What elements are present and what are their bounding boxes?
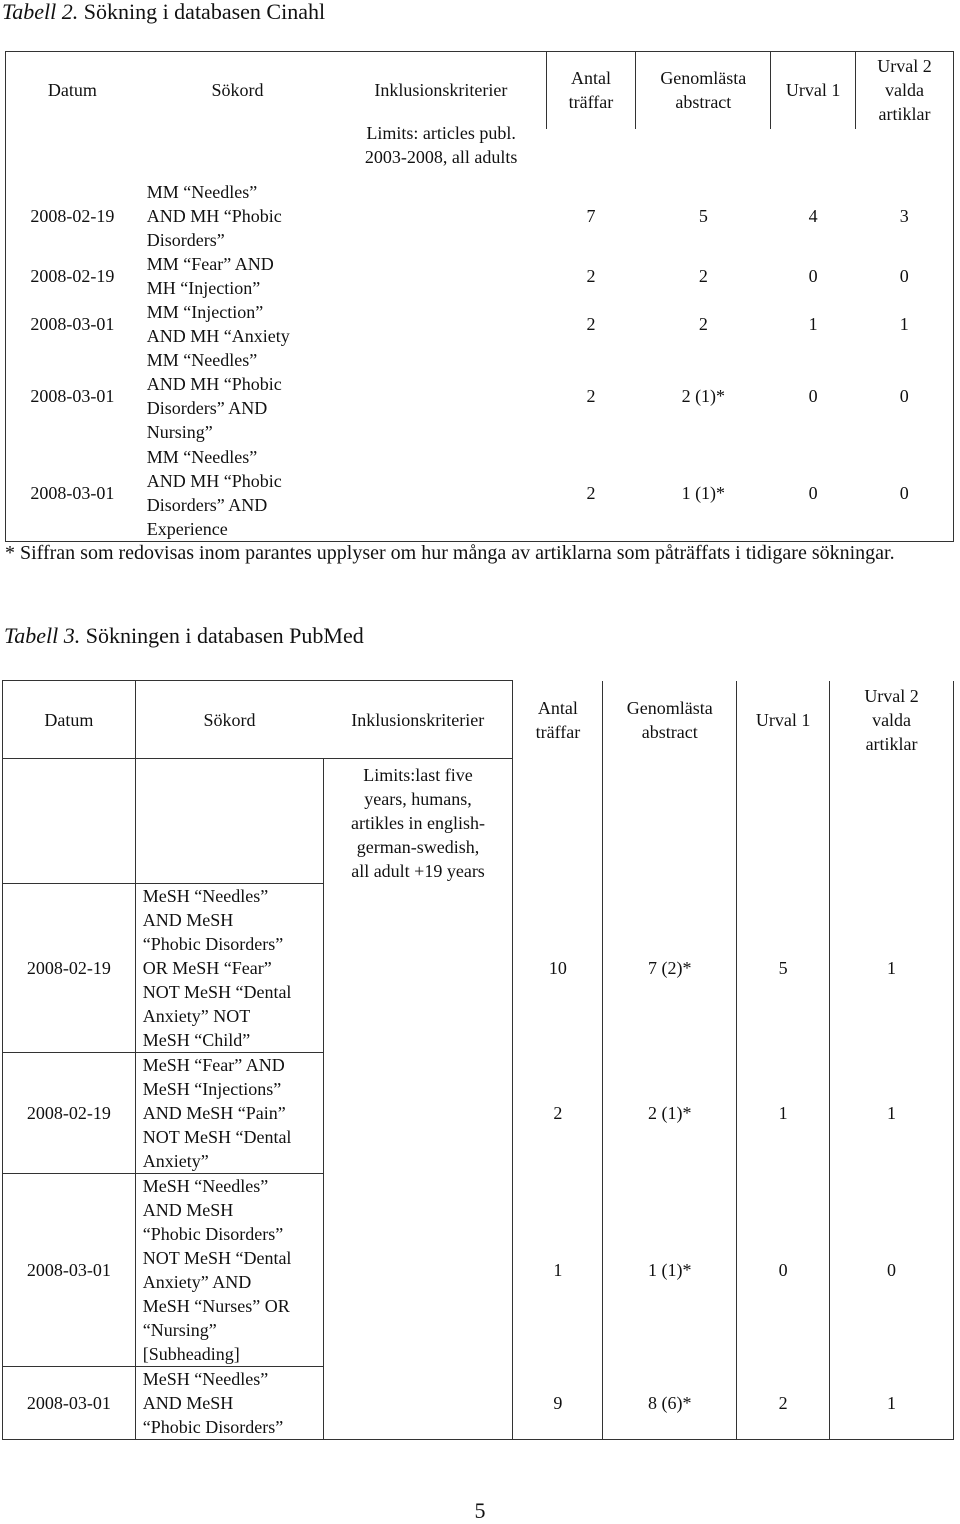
table2-row4-date: 2008-03-01 xyxy=(6,348,139,445)
table3-row3-query: MeSH “Needles” AND MeSH “Phobic Disorders” NOT MeSH “Dental Anxiety” AND MeSH “Nurses” OR “Nursing” [Subheading] xyxy=(135,1174,323,1367)
table3-caption-label: Tabell 3. xyxy=(4,623,81,648)
table3-caption xyxy=(4,622,364,650)
table2-header-urval2-l1: Urval 2 xyxy=(877,56,932,77)
table3-row3-date: 2008-03-01 xyxy=(3,1174,136,1367)
table2-caption-title: Sökning i databasen Cinahl xyxy=(83,0,326,24)
table2-caption xyxy=(2,0,325,24)
table2-header-urval1: Urval 1 xyxy=(771,52,856,129)
table3-header-datum: Datum xyxy=(3,681,136,759)
table2-row4-antal: 2 xyxy=(586,386,596,406)
table3-row4-urval2: 1 xyxy=(830,1367,954,1440)
table2-caption-label: Tabell 2. xyxy=(2,0,79,24)
table2-limits-l1: Limits: articles publ. xyxy=(366,122,516,143)
table3-row3-urval1: 0 xyxy=(737,1174,830,1367)
table2-row1-antal: 7 xyxy=(586,205,596,226)
table2-row3-date: 2008-03-01 xyxy=(6,300,139,348)
table3-header-genomlasta xyxy=(603,681,737,759)
table3-header-genomlasta-l2: abstract xyxy=(641,721,698,742)
table2-row3-urval2: 1 xyxy=(856,300,954,348)
table3-header-antal-l1: Antal xyxy=(537,697,578,718)
table3-header-antal-l2: träffar xyxy=(535,721,581,742)
table2-row1-urval1: 4 xyxy=(808,205,818,226)
table3-row2-genomlasta: 2 (1)* xyxy=(603,1053,737,1174)
table-row xyxy=(3,1053,954,1174)
table2-limits-l2: 2003-2008, all adults xyxy=(364,146,518,167)
table3-header-sokord: Sökord xyxy=(135,681,323,759)
table3-row4-urval1: 2 xyxy=(737,1367,830,1440)
table3-header-antal xyxy=(513,681,603,759)
table2-row2-urval2: 0 xyxy=(856,252,954,300)
table2-header-antal-l2: träffar xyxy=(568,92,614,113)
table2-header-urval2 xyxy=(856,52,954,129)
table2-row2-query: MM “Fear” AND MH “Injection” xyxy=(146,253,274,298)
table3-row1-urval1: 5 xyxy=(737,884,830,1053)
table-row xyxy=(6,180,954,252)
table2-header-row xyxy=(6,52,954,129)
table-row xyxy=(3,1174,954,1367)
table-row xyxy=(6,252,954,300)
table2-row1-query: MM “Needles” AND MH “Phobic Disorders” xyxy=(146,181,282,250)
table3-header-urval2-l3: artiklar xyxy=(865,733,918,754)
table3-header-urval2-l2: valda xyxy=(872,709,912,730)
table3-row3-genomlasta: 1 (1)* xyxy=(603,1174,737,1367)
table3-row2-query: MeSH “Fear” AND MeSH “Injections” AND MeSH “Pain” NOT MeSH “Dental Anxiety” xyxy=(135,1053,323,1174)
table-row xyxy=(6,348,954,445)
table2-row1-urval2: 3 xyxy=(856,180,954,252)
table3-header-urval1: Urval 1 xyxy=(737,681,830,759)
table3-row2-antal: 2 xyxy=(513,1053,603,1174)
table2-header-antal-l1: Antal xyxy=(570,68,611,89)
table2-limits-row xyxy=(6,129,954,180)
table3-row1-query: MeSH “Needles” AND MeSH “Phobic Disorders” OR MeSH “Fear” NOT MeSH “Dental Anxiety” NOT MeSH “Child” xyxy=(135,884,323,1053)
table2-row3-urval1: 1 xyxy=(808,313,818,334)
table2-row2-antal: 2 xyxy=(586,265,596,286)
table-row xyxy=(6,445,954,542)
cinahl-search-table xyxy=(5,51,954,542)
table3-row2-urval1: 1 xyxy=(737,1053,830,1174)
table2-limits xyxy=(336,122,546,180)
table2-header-genomlasta xyxy=(636,52,771,129)
table2-row1-genomlasta: 5 xyxy=(698,205,708,226)
table-row xyxy=(3,884,954,1053)
table2-header-antal xyxy=(546,52,636,129)
table2-row2-genomlasta: 2 xyxy=(698,265,708,286)
table2-row5-query: MM “Needles” AND MH “Phobic Disorders” AND Experience xyxy=(139,445,546,542)
table2-row4-genomlasta: 2 (1)* xyxy=(681,386,726,406)
table3-row1-antal: 10 xyxy=(513,884,603,1053)
table2-header-inklusion: Inklusionskriterier xyxy=(336,52,546,129)
table2-row4-query: MM “Needles” AND MH “Phobic Disorders” AND Nursing” xyxy=(146,350,282,442)
table2-row3-antal: 2 xyxy=(586,313,596,334)
table3-header-genomlasta-l1: Genomlästa xyxy=(626,697,713,718)
table2-header-genomlasta-l2: abstract xyxy=(675,92,732,113)
table2-row4-urval2: 0 xyxy=(856,348,954,445)
table3-limits-row xyxy=(3,759,954,884)
table2-header-sokord: Sökord xyxy=(139,52,337,129)
table3-row1-genomlasta: 7 (2)* xyxy=(603,884,737,1053)
table2-header-urval2-l3: artiklar xyxy=(878,104,931,125)
table3-row1-urval2: 1 xyxy=(830,884,954,1053)
table2-header-genomlasta-l1: Genomlästa xyxy=(660,68,747,89)
table3-header-inklusion: Inklusionskriterier xyxy=(323,681,513,759)
page-number: 5 xyxy=(474,1498,486,1523)
table3-header-urval2-l1: Urval 2 xyxy=(864,685,919,706)
table2-row5-urval1: 0 xyxy=(771,445,856,542)
table3-header-row xyxy=(3,681,954,759)
table3-row4-query: MeSH “Needles” AND MeSH “Phobic Disorders” xyxy=(135,1367,323,1440)
footnote: * Siffran som redovisas inom parantes upplyser om hur många av artiklarna som påträffats i tidigare sökningar. xyxy=(5,542,895,564)
table3-row3-urval2: 0 xyxy=(830,1174,954,1367)
table-row xyxy=(3,1367,954,1440)
table3-row1-date: 2008-02-19 xyxy=(3,884,136,1053)
table-row xyxy=(6,300,954,348)
table3-row2-date: 2008-02-19 xyxy=(3,1053,136,1174)
table3-caption-title: Sökningen i databasen PubMed xyxy=(85,623,364,648)
table3-limits: Limits:last five years, humans, artikles in english- german-swedish, all adult +19 years xyxy=(323,759,513,884)
table3-row4-antal: 9 xyxy=(513,1367,603,1440)
table3-header-urval2 xyxy=(830,681,954,759)
table3-row4-genomlasta: 8 (6)* xyxy=(603,1367,737,1440)
table2-row2-urval1: 0 xyxy=(808,265,818,286)
table3-row4-date: 2008-03-01 xyxy=(3,1367,136,1440)
table2-row1-date: 2008-02-19 xyxy=(6,180,139,252)
table2-row3-genomlasta: 2 xyxy=(698,313,708,334)
table3-row2-urval2: 1 xyxy=(830,1053,954,1174)
table2-row4-urval1: 0 xyxy=(808,386,818,406)
table2-row3-query: MM “Injection” AND MH “Anxiety xyxy=(146,301,290,346)
table2-row2-date: 2008-02-19 xyxy=(6,252,139,300)
pubmed-search-table xyxy=(2,680,954,1440)
table2-row5-date: 2008-03-01 xyxy=(6,445,139,542)
table2-header-urval2-l2: valda xyxy=(885,80,925,101)
table2-row5-genomlasta: 1 (1)* xyxy=(636,445,771,542)
table3-row3-antal: 1 xyxy=(513,1174,603,1367)
table2-row5-antal: 2 xyxy=(546,445,636,542)
table2-row5-urval2: 0 xyxy=(856,445,954,542)
table2-header-datum: Datum xyxy=(6,52,139,129)
